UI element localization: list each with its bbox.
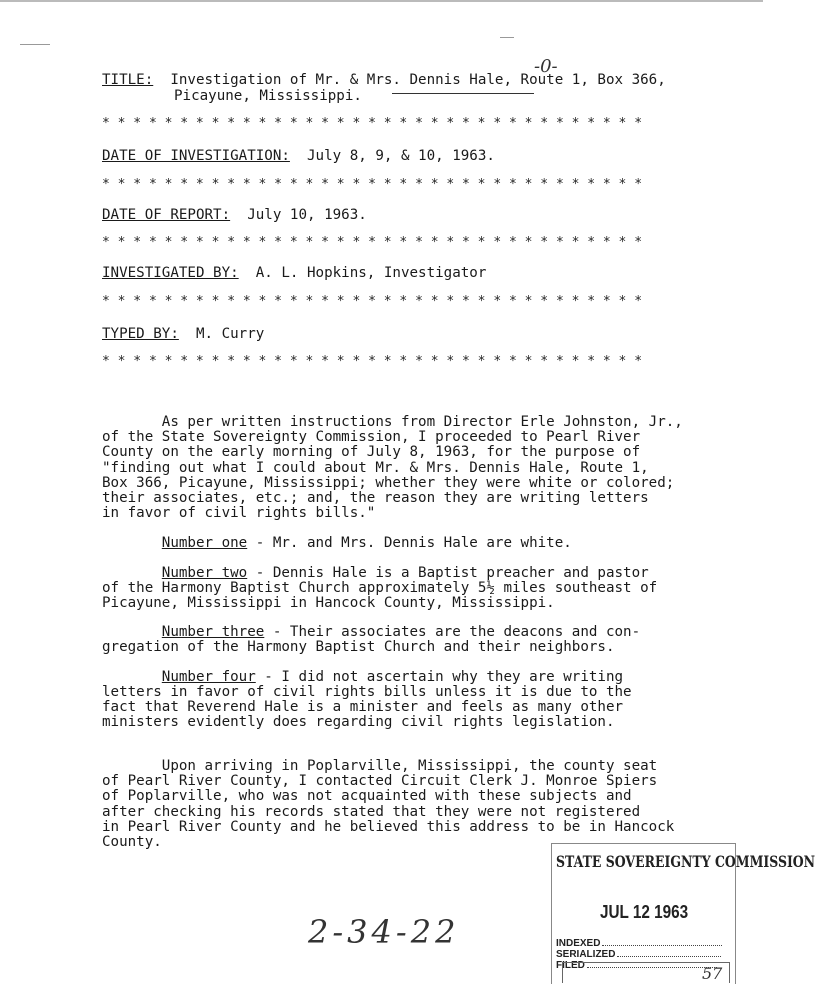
stamp-indexed-label: INDEXED <box>556 938 601 949</box>
star-separator: * * * * * * * * * * * * * * * * * * * * * * * * * * * * * * * * * * * <box>102 354 643 369</box>
stamp-heading: STATE SOVEREIGNTY COMMISSION <box>556 852 815 871</box>
handwritten-mark: -0- <box>534 56 558 77</box>
typed-by-label: TYPED BY: <box>102 326 179 342</box>
stamp-filed-label: FILED <box>556 960 585 971</box>
scan-smudge <box>500 37 514 38</box>
investigated-by-row <box>102 265 486 281</box>
paragraph-number-one <box>102 536 722 551</box>
star-separator: * * * * * * * * * * * * * * * * * * * * * * * * * * * * * * * * * * * <box>102 177 643 192</box>
number-three-continuation: gregation of the Harmony Baptist Church and their neighbors. <box>102 639 615 655</box>
number-three-text: - Their associates are the deacons and con- <box>264 624 641 640</box>
number-two-label: Number two <box>161 565 248 581</box>
stamp-dotted-line <box>602 945 722 946</box>
stamp-serialized-label: SERIALIZED <box>556 949 616 960</box>
paragraph-number-three <box>102 625 722 640</box>
scan-smudge <box>20 44 50 45</box>
number-one-label: Number one <box>161 535 248 551</box>
investigated-by-label: INVESTIGATED BY: <box>102 265 239 281</box>
date-report-row <box>102 207 367 223</box>
date-investigation-value: July 8, 9, & 10, 1963. <box>307 148 495 164</box>
stamp-dotted-line <box>617 956 721 957</box>
stamp-serialized-row <box>556 949 721 960</box>
date-investigation-label: DATE OF INVESTIGATION: <box>102 148 290 164</box>
date-report-value: July 10, 1963. <box>247 207 367 223</box>
paragraph-number-two <box>102 566 722 581</box>
paragraph-number-four <box>102 670 722 685</box>
investigated-by-value: A. L. Hopkins, Investigator <box>255 265 487 281</box>
number-two-text: - Dennis Hale is a Baptist preacher and pastor <box>247 565 649 581</box>
stamp-indexed-row <box>556 938 722 949</box>
number-four-continuation: letters in favor of civil rights bills unless it is due to the fact that Reverend Hale is a minister and feels as many other ministers evidently does regarding civil rights legislation. <box>102 684 632 731</box>
title-line-2: Picayune, Mississippi. <box>174 88 362 104</box>
typed-by-value: M. Curry <box>195 326 265 342</box>
number-two-continuation: of the Harmony Baptist Church approximately 5½ miles southeast of Picayune, Mississippi in Hancock County, Mississippi. <box>102 580 658 612</box>
handwritten-file-number: 2-34-22 <box>308 913 460 951</box>
commission-stamp <box>551 843 815 984</box>
number-four-label: Number four <box>161 669 256 685</box>
typed-by-row <box>102 326 264 342</box>
stamp-handwritten-number: 57 <box>702 964 723 983</box>
number-four-text: - I did not ascertain why they are writing <box>255 669 624 685</box>
number-three-label: Number three <box>161 624 265 640</box>
number-one-text: - Mr. and Mrs. Dennis Hale are white. <box>247 535 572 551</box>
star-separator: * * * * * * * * * * * * * * * * * * * * * * * * * * * * * * * * * * * <box>102 116 643 131</box>
date-report-label: DATE OF REPORT: <box>102 207 231 223</box>
star-separator: * * * * * * * * * * * * * * * * * * * * * * * * * * * * * * * * * * * <box>102 294 643 309</box>
star-separator: * * * * * * * * * * * * * * * * * * * * * * * * * * * * * * * * * * * <box>102 235 643 250</box>
stamp-date: JUL 12 1963 <box>600 902 689 922</box>
date-investigation-row <box>102 148 495 164</box>
title-label: TITLE: <box>102 72 154 88</box>
paragraph-poplarville: Upon arriving in Poplarville, Mississippi, the county seat of Pearl River County, I contacted Circuit Clerk J. Monroe Spiers of Poplarville, who was not acquainted with these subjects and after checking his records stated that they were not registered in Pearl River County and he believed this address to be in Hancock County. <box>102 758 675 851</box>
top-edge-line <box>0 0 763 2</box>
paragraph-intro: As per written instructions from Director Erle Johnston, Jr., of the State Sovereignty Commission, I proceeded to Pearl River County on the early morning of July 8, 1963, for the purpose of "finding out what I could about Mr. & Mrs. Dennis Hale, Route 1, Box 366, Picayune, Mississippi; whether they were white or colored; their associates, etc.; and, the reason they are writing letters in favor of civil rights bills." <box>102 414 683 522</box>
title-line-1: Investigation of Mr. & Mrs. Dennis Hale, Route 1, Box 366, <box>170 72 666 88</box>
handwritten-underline <box>392 93 534 94</box>
title-block <box>102 72 666 88</box>
